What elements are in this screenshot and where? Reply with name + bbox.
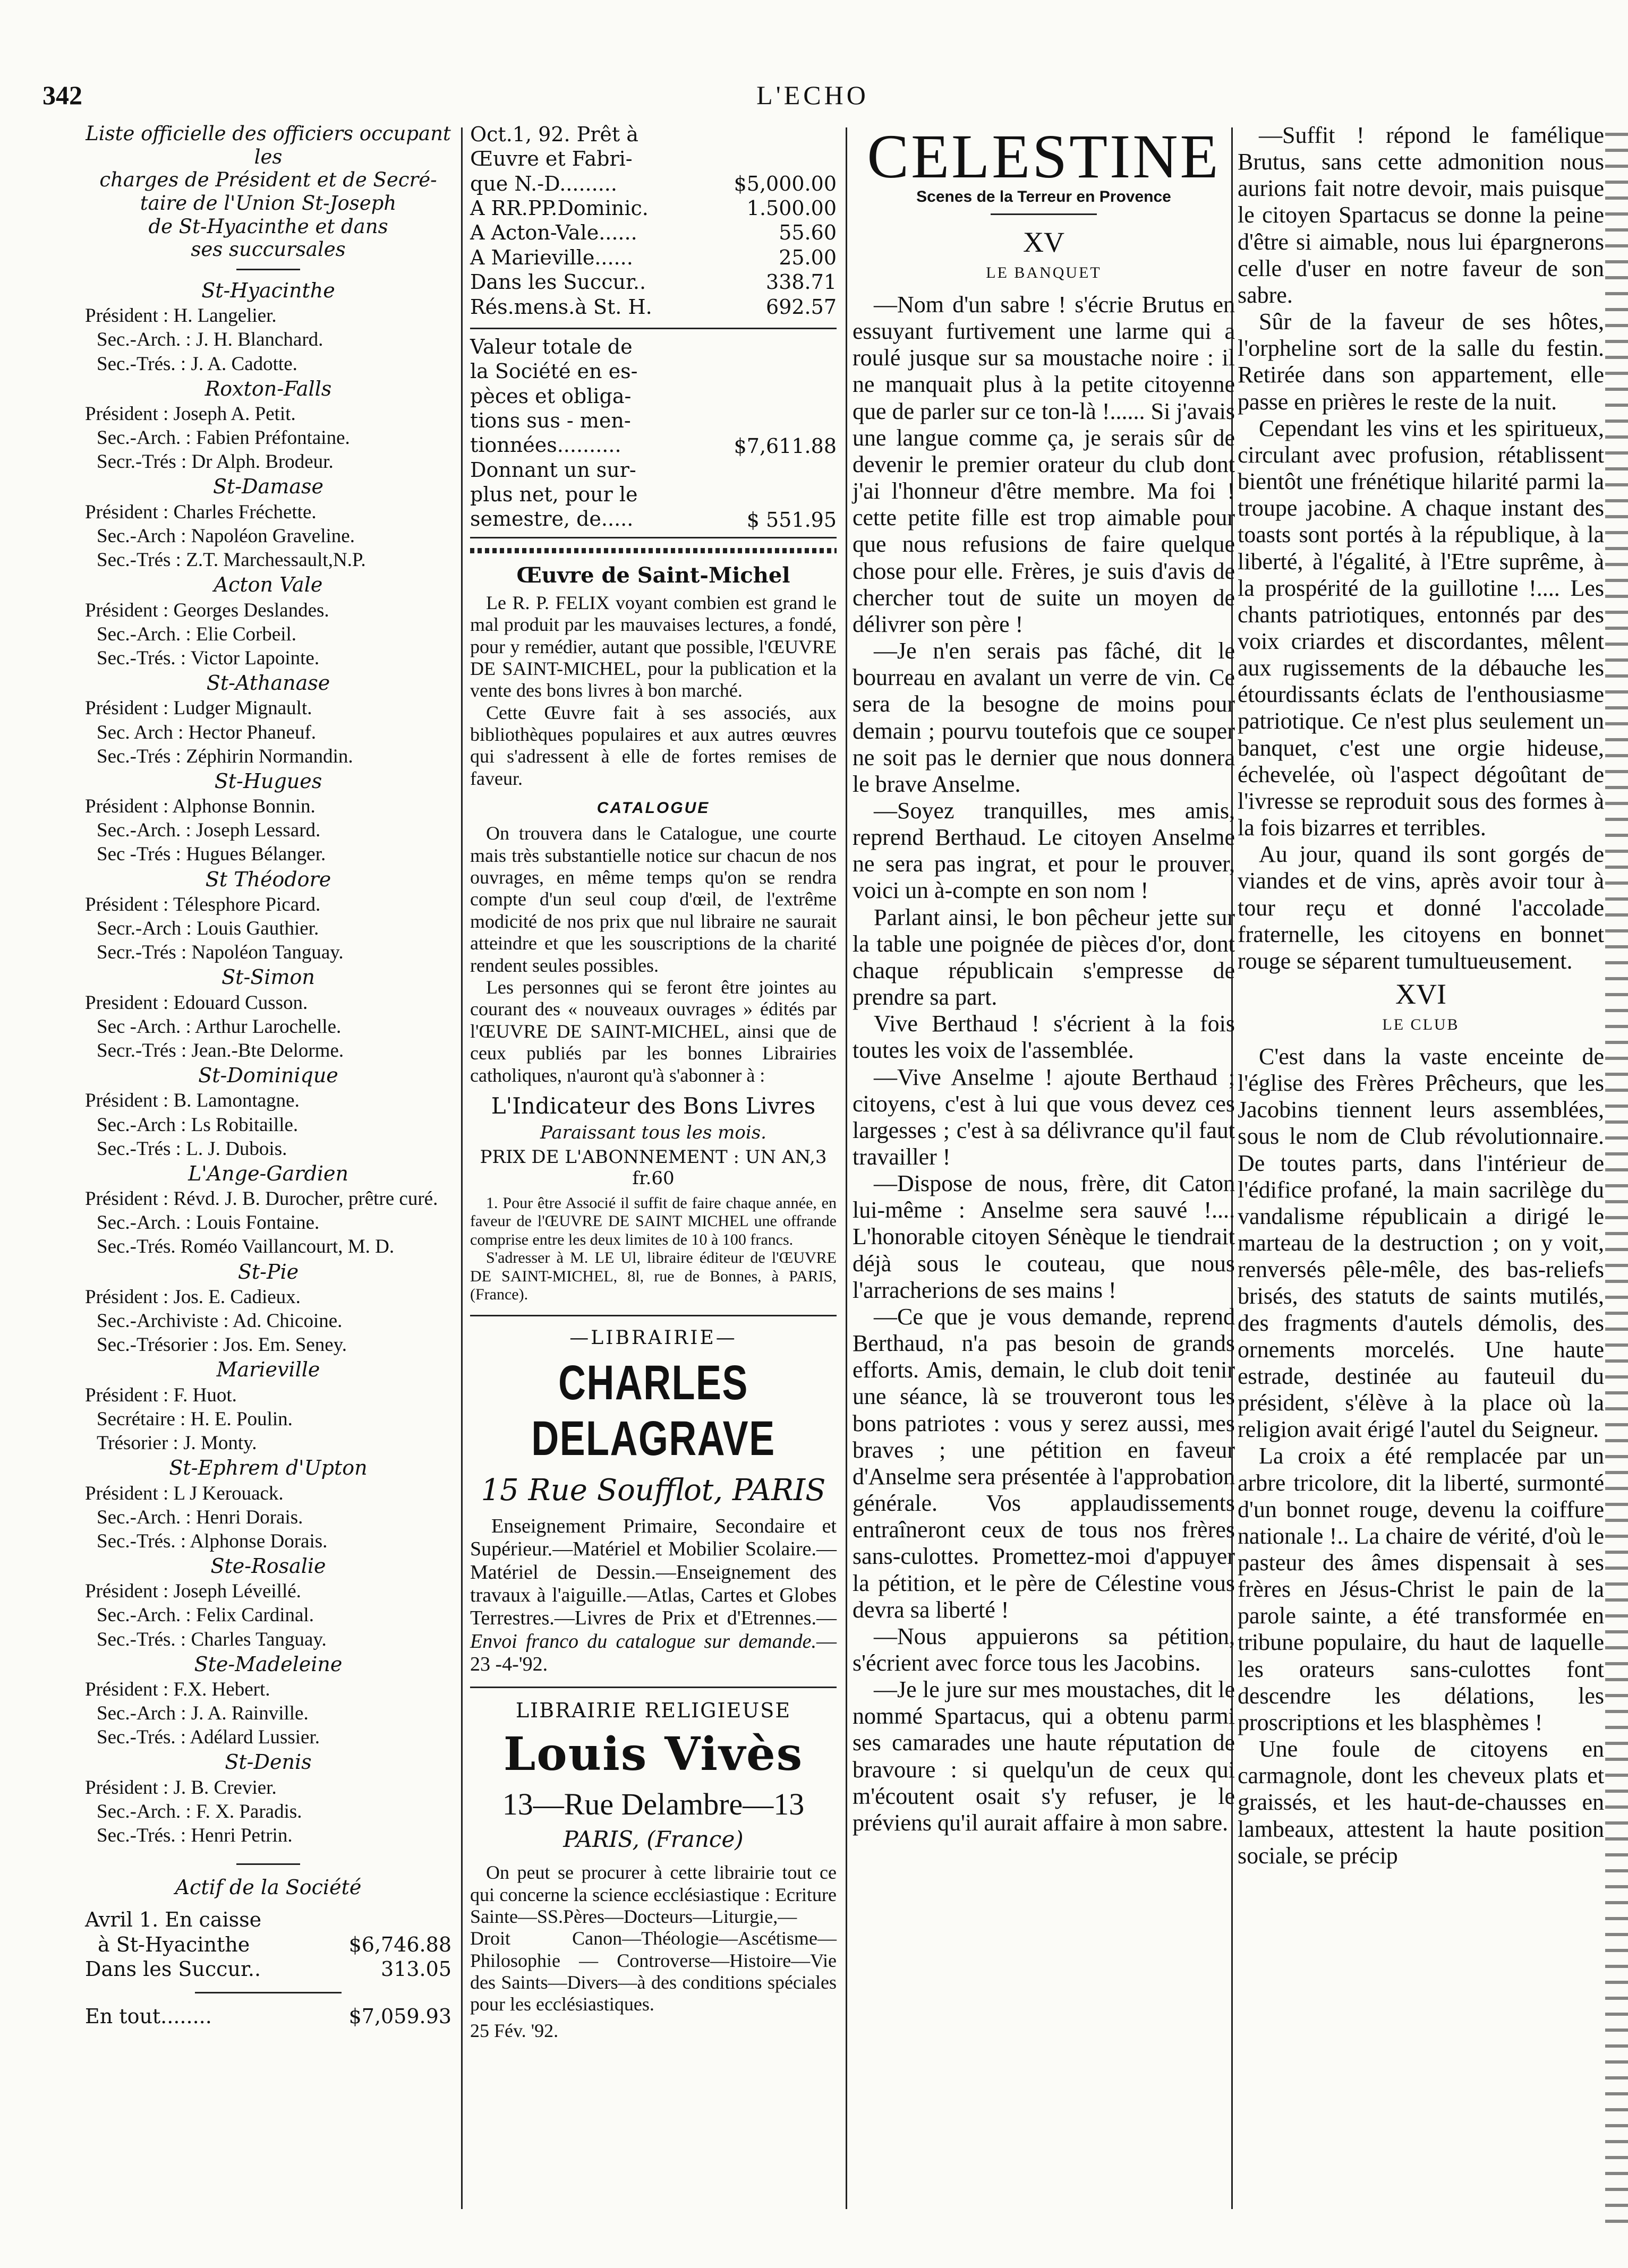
officer-line: Président : Joseph Léveillé. [85,1580,301,1603]
chapter-number: XV [1023,226,1064,258]
vives-date: 25 Fév. '92. [470,2019,559,2041]
officer-line: Sec.-Trés. : Victor Lapointe. [97,647,320,669]
account-label: que N.-D......... [470,172,617,195]
paragraph: La croix a été remplacée par un arbre tricolore, dit la liberté, surmonté d'un bonnet rouge, devenu la coiffure nationale !.. La chaire de vérité, d'où le pasteur des âmes dispensait à ses frères en Jésus-Christ le pain de la parole sainte, a été transformée en tribune populaire, du haut de laquelle les orateurs sans-culottes font descendre les délations, les proscriptions et les blasphèmes ! [1238,1443,1604,1735]
officers-list-title [85,122,451,261]
account-value: 692.57 [766,295,837,319]
paragraph: Parlant ainsi, le bon pêcheur jette sur la table une poignée de pièces d'or, dont chaque républicain s'empresse de prendre sa part. [853,904,1235,1011]
total-value: $7,059.93 [348,2005,451,2029]
account-label: A Marieville...... [470,245,633,269]
account-value: 55.60 [779,221,837,245]
feuilleton-body [853,292,1235,1836]
account-row [470,220,837,245]
valeur-line: Valeur totale de [470,335,633,358]
actif-label: à St-Hyacinthe [98,1932,250,1956]
divider [236,1863,300,1865]
branch-name: St-Dominique [198,1064,338,1088]
paragraph: C'est dans la vaste enceinte de l'église des Frères Prêcheurs, que les Jacobins tiennent leurs assemblées, sous le nom de Club révolutionnaire. De toutes parts, dans l'intérieur de l'édifice profané, la main sacrilège du vandalisme républicain a dirigé le marteau de la destruction ; on y voit, renversés pêle-mêle, des bas-reliefs brisés, des statuts de saints mutilés, des fragments d'autels démolis, des ornements morcelés. Une haute estrade, destinée au fauteuil du président, s'élève à la place où la religion avait érigé l'autel du Seigneur. [1238,1043,1604,1443]
paragraph: Une foule de citoyens en carmagnole, dont les cheveux plats et graissés, et les haut-de-chausses en lambeaux, attestent la haute position sociale, se précip [1238,1736,1604,1869]
account-label: Rés.mens.à St. H. [470,295,652,319]
account-row [470,196,837,220]
branch-name: St-Damase [213,475,323,499]
officer-line: Sec.-Arch. : Elie Corbeil. [97,623,297,645]
officer-line: Président : Jos. E. Cadieux. [85,1286,301,1308]
account-row [470,147,837,171]
column-feuilleton-continued [1238,122,1604,1869]
indicateur-title: L'Indicateur des Bons Livres [491,1092,816,1119]
officer-line: Sec.-Arch. : J. H. Blanchard. [97,329,323,351]
officer-line: Sec.-Trés : Zéphirin Normandin. [97,745,353,767]
total-row [85,2004,451,2029]
ornamental-rule [470,548,837,553]
officer-line: Sec.-Trés. : Henri Petrin. [97,1825,293,1847]
divider [991,213,1097,215]
branch-name: St-Simon [221,965,315,989]
total-label: En tout........ [85,2005,212,2029]
valeur-line: pèces et obliga- [470,384,632,408]
feuilleton-subtitle: Scenes de la Terreur en Provence [916,188,1171,206]
actif-row [85,1907,451,1932]
officer-line: Président : B. Lamontagne. [85,1090,300,1112]
officer-line: Président : F. Huot. [85,1384,237,1406]
indicateur-subtitle: Paraissant tous les mois. [540,1122,766,1143]
oeuvre-text: Le R. P. FELIX voyant combien est grand le mal produit par les mauvaises lectures, a fondé, pour y remédier, autant que possible, l'ŒUVRE DE SAINT-MICHEL, pour la publication et la vente des bons livres à bon marché. [470,592,837,701]
officer-line: Secrétaire : H. E. Poulin. [97,1408,293,1430]
feuilleton-title: CELESTINE [867,122,1221,191]
religieuse-label: LIBRAIRIE RELIGIEUSE [515,1699,791,1723]
officer-line: Président : L J Kerouack. [85,1482,284,1504]
branch-name: Ste-Rosalie [210,1554,326,1578]
delagrave-body: Enseignement Primaire, Secondaire et Supérieur.—Matériel et Mobilier Scolaire.—Matériel de Dessin.—Enseignement des travaux à l'aiguille.—Atlas, Cartes et Globes Terrestres.—Livres de Prix et d'Etrennes.— [470,1514,837,1630]
account-value: 25.00 [779,245,837,269]
account-row [470,172,837,196]
branch-name: St-Hugues [214,769,322,793]
officer-line: Sec.-Trésorier : Jos. Em. Seney. [97,1334,347,1356]
delagrave-text [470,1515,837,1676]
account-label: Dans les Succur.. [470,270,646,294]
oeuvre-text: Cette Œuvre fait à ses associés, aux bibliothèques populaires et aux autres œuvres qui s'adressent à elle de fortes remises de faveur. [470,701,837,789]
branches-list [85,278,451,1847]
account-label: A Acton-Vale...... [470,221,637,245]
valeur-label [470,335,637,458]
delagrave-italic: Envoi franco du catalogue sur demande. [470,1630,816,1653]
officer-line: Sec.-Arch : Napoléon Graveline. [97,525,355,547]
actif-label: Dans les Succur.. [85,1957,261,1981]
account-value: 1.500.00 [746,196,837,220]
title-line: ses succursales [191,238,346,261]
branch-name: St-Denis [225,1750,312,1774]
actif-row [85,1932,451,1957]
title-line: taire de l'Union St-Joseph [140,191,397,215]
branch-name: St Théodore [205,867,331,891]
officer-line: Sec. Arch : Hector Phaneuf. [97,721,317,743]
officer-line: Président : Révd. J. B. Durocher, prêtre curé. [85,1188,438,1210]
column-rule [846,127,847,2209]
paragraph: Vive Berthaud ! s'écrient à la fois toutes les voix de l'assemblée. [853,1011,1235,1064]
masthead: L'ECHO [756,80,869,110]
actif-title: Actif de la Société [175,1876,362,1899]
paragraph: —Nous appuierons sa pétition, s'écrient avec force tous les Jacobins. [853,1623,1235,1676]
officer-line: Président : F.X. Hebert. [85,1679,270,1701]
paragraph: —Soyez tranquilles, mes amis, reprend Berthaud. Le citoyen Anselme ne sera pas ingrat, et pour le prouver, voici un à-compte en son nom ! [853,797,1235,904]
donnant-line: semestre, de..... [470,507,634,531]
account-label: A RR.PP.Dominic. [470,196,649,220]
valeur-line: la Société en es- [470,360,638,383]
branch-name: St-Ephrem d'Upton [169,1456,368,1480]
officer-line: Président : Alphonse Bonnin. [85,795,316,818]
officer-line: Président : Charles Fréchette. [85,501,317,523]
catalogue-heading: CATALOGUE [596,799,710,817]
officer-line: Secr.-Arch : Louis Gauthier. [97,918,319,940]
divider [236,269,300,270]
officer-line: Sec.-Trés. : Charles Tanguay. [97,1628,327,1650]
page-header [42,80,1583,122]
officer-line: Sec.-Trés : Z.T. Marchessault,N.P. [97,549,366,571]
paragraph: —Ce que je vous demande, reprend Berthaud, n'a pas besoin de grands efforts. Amis, demain, le club doit tenir une séance, là se trouveront tous les bons patriotes : vous y serez aussi, mes braves ; une pétition en faveur d'Anselme sera présentée à l'approbation générale. Vos applaudissements entraîneront ceux de tous nos frères sans-culottes. Promettez-moi d'appuyer la pétition, et le père de Célestine vous devra sa liberté ! [853,1303,1235,1623]
page-number: 342 [42,80,82,110]
branch-name: Roxton-Falls [204,376,332,400]
officer-line: Secr.-Trés : Jean.-Bte Delorme. [97,1039,344,1062]
chapter-title: LE BANQUET [986,264,1102,281]
actif-value: 313.05 [381,1957,451,1981]
account-label: Oct.1, 92. Prêt à [470,123,638,146]
column-accounts-ads [470,122,837,2042]
officer-line: Trésorier : J. Monty. [97,1432,257,1454]
abonnement-price: PRIX DE L'ABONNEMENT : UN AN,3 fr.60 [480,1146,827,1189]
catalogue-text: On trouvera dans le Catalogue, une courte mais très substantielle notice sur chacun de nos ouvrages, en même temps qu'on se rendra compte d'un seul coup d'œil, de l'extrême modicité de nos prix que nul libraire ne saurait atteindre et que les souscriptions de la charité rendent seules possibles. [470,823,837,976]
branch-name: Acton Vale [214,573,323,597]
actif-label: Avril 1. En caisse [85,1908,262,1932]
officer-line: Sec.-Arch. : Louis Fontaine. [97,1212,320,1234]
officer-line: Sec.-Arch. : Joseph Lessard. [97,819,321,842]
donnant-label [470,458,638,532]
vives-name: Louis Vivès [503,1727,804,1782]
account-label: Œuvre et Fabri- [470,147,633,171]
actif-value: $6,746.88 [348,1932,451,1956]
branch-name: St-Athanase [206,671,330,695]
officer-line: Sec.-Trés. : J. A. Cadotte. [97,353,297,375]
officer-line: President : Edouard Cusson. [85,991,308,1014]
chapter-title: LE CLUB [1382,1016,1460,1033]
delagrave-name: CHARLES DELAGRAVE [531,1355,775,1466]
valeur-box [470,328,837,538]
accounts-table [470,122,837,319]
column-officers [85,122,451,2029]
account-row [470,270,837,294]
divider [195,1992,342,1993]
officer-line: Secr.-Trés : Dr Alph. Brodeur. [97,451,334,473]
vives-address: 13—Rue Delambre—13 [502,1787,805,1822]
paragraph: Sûr de la faveur de ses hôtes, l'orpheline sort de la salle du festin. Retirée dans son appartement, elle passe en prières le reste de la nuit. [1238,309,1604,415]
column-rule [461,127,463,2209]
account-row [470,295,837,319]
branch-name: Marieville [216,1358,320,1382]
officer-line: Président : H. Langelier. [85,305,277,327]
officer-line: Sec.-Arch. : Fabien Préfontaine. [97,427,350,449]
account-row [470,122,837,147]
officer-line: Secr.-Trés : Napoléon Tanguay. [97,942,344,964]
paragraph: —Suffit ! répond le famélique Brutus, sans cette admonition nous aurions fait notre devoir, mais puisque le citoyen Spartacus se donne la peine d'être si aimable, nous lui épargnerons celle d'user en notre faveur de son sabre. [1238,122,1604,308]
divider [470,1687,837,1688]
abonnement-note: S'adresser à M. LE Ul, libraire éditeur de l'ŒUVRE DE SAINT-MICHEL, 8l, rue de Bonnes, à PARIS, (France). [470,1249,837,1304]
donnant-line: plus net, pour le [470,483,638,507]
oeuvre-title: Œuvre de Saint-Michel [516,562,790,588]
branch-name: L'Ange-Gardien [188,1161,348,1185]
officer-line: Sec.-Arch. : Felix Cardinal. [97,1604,314,1627]
valeur-line: tions sus - men- [470,408,631,432]
paragraph: —Nom d'un sabre ! s'écrie Brutus en essuyant furtivement une larme qui a roulé jusque sur sa moustache noire : il ne manquait plus à la petite citoyenne que de parler sur ce ton-là !...... Si j'avais une langue comme ça, je serais sûr de devenir le premier orateur du club dont j'ai l'honneur d'être membre. Ma foi ! cette petite fille est trop aimable pour que nous refusions de faire quelque chose pour elle. Frères, je suis d'avis de chercher tout de suite un moyen de délivrer son père ! [853,292,1235,637]
officer-line: Sec.-Arch. : Henri Dorais. [97,1506,303,1528]
delagrave-date: —23 -4-'92. [470,1630,837,1675]
paragraph: Au jour, quand ils sont gorgés de viandes et de vins, après avoir tour à tour reçu et donné l'accolade fraternelle, les citoyens en bonnet rouge se séparent tumultueusement. [1238,841,1604,974]
account-value: $5,000.00 [734,172,837,195]
valeur-value: $7,611.88 [734,434,837,458]
branch-name: St-Hyacinthe [201,278,335,302]
officer-line: Sec.-Trés. Roméo Vaillancourt, M. D. [97,1236,395,1258]
officer-line: Sec.-Archiviste : Ad. Chicoine. [97,1310,343,1332]
officer-line: Président : Ludger Mignault. [85,697,312,720]
paragraph: —Dispose de nous, frère, dit Caton lui-même : Anselme sera sauvé !.... L'honorable citoyen Sénèque le tiendrait déjà sous le couteau, que nous l'arracherions de ses mains ! [853,1170,1235,1303]
chapter-number: XVI [1395,978,1446,1010]
vives-city: PARIS, (France) [563,1826,744,1853]
account-row [470,245,837,270]
feuilleton-body [1238,1043,1604,1869]
paragraph: Cependant les vins et les spiritueux, circulant avec profusion, rétablissent bientôt une frénétique hilarité parmi la troupe jacobine. A chaque instant des toasts sont portés à la république, à la liberté, à l'égalité, à l'Etre suprême, à la prospérité de la guillotine !.... Les chants patriotiques, entonnés par des voix criardes et discordantes, mêlent aux rugissements de la débauche les étourdissants éclats de l'enthousiasme patriotique. Ce n'est plus seulement un banquet, c'est une orgie hideuse, échevelée, où l'aspect dégoûtant de l'ivresse se reproduit sous des formes à la fois bizarres et terribles. [1238,415,1604,841]
actif-table [85,1907,451,2029]
donnant-line: Donnant un sur- [470,458,636,482]
vives-text: On peut se procurer à cette librairie tout ce qui concerne la science ecclésiastique : Ecriture Sainte—SS.Pères—Docteurs—Liturgie,—Droit Canon—Théologie—Ascétisme—Philosophie — Controverse—Histoire—Vie des Saints—Divers—à des conditions spéciales pour les ecclésiastiques. [470,1862,837,2015]
divider [470,1315,837,1316]
valeur-line: tionnées.......... [470,433,621,457]
branch-name: Ste-Madeleine [194,1652,343,1676]
paragraph: —Je n'en serais pas fâché, dit le bourreau en avalant un verre de vin. Ce sera de la besogne de moins pour demain ; pourvu toutefois que ce souper ne soit pas le dernier que nous donnera le brave Anselme. [853,638,1235,797]
librairie-label: —LIBRAIRIE— [569,1326,737,1349]
officer-line: Sec.-Trés : L. J. Dubois. [97,1137,287,1160]
paragraph: —Vive Anselme ! ajoute Berthaud ; citoyens, c'est à lui que vous devez ces largesses ; c'est à sa délivrance qu'il faut travailler ! [853,1064,1235,1170]
officer-line: Sec -Arch. : Arthur Larochelle. [97,1015,342,1038]
paragraph: —Je le jure sur mes moustaches, dit le nommé Spartacus, qui a obtenu parmi ses camarades une haute réputation de bravoure : si quelqu'un de ceux qui m'écoutent osait s'y refuser, je le préviens qu'il aurait affaire à mon sabre. [853,1676,1235,1836]
officer-line: Sec.-Arch : Ls Robitaille. [97,1114,299,1136]
officer-line: Sec -Trés : Hugues Bélanger. [97,843,326,866]
adjacent-page-edge [1605,133,1628,2230]
title-line: charges de Président et de Secré- [99,168,437,192]
title-line: de St-Hyacinthe et dans [148,215,388,238]
column-feuilleton [853,122,1235,1836]
officer-line: Sec.-Arch : J. A. Rainville. [97,1702,309,1725]
donnant-value: $ 551.95 [746,508,837,532]
officer-line: Sec.-Arch. : F. X. Paradis. [97,1800,302,1822]
branch-name: St-Pie [237,1260,299,1283]
catalogue-text: Les personnes qui se feront être jointes au courant des « nouveaux ouvrages » édités par l'ŒUVRE DE SAINT-MICHEL, ainsi que de ceux publiés par les bonnes Librairies catholiques, n'auront qu'à s'abonner à : [470,977,837,1086]
account-value: 338.71 [766,270,837,294]
title-line: Liste officielle des officiers occupant les [86,122,451,168]
officer-line: Président : J. B. Crevier. [85,1776,277,1799]
actif-row [85,1957,451,1981]
delagrave-address: 15 Rue Soufflot, PARIS [481,1473,826,1508]
feuilleton-body [1238,122,1604,974]
officer-line: Président : Joseph A. Petit. [85,403,296,425]
officer-line: Président : Georges Deslandes. [85,599,329,621]
abonnement-note: 1. Pour être Associé il suffit de faire chaque année, en faveur de l'ŒUVRE DE SAINT MICHEL une offrande comprise entre les deux limites de 10 à 100 francs. [470,1194,837,1248]
officer-line: Sec.-Trés. : Adélard Lussier. [97,1726,320,1749]
officer-line: Président : Télesphore Picard. [85,893,321,915]
officer-line: Sec.-Trés. : Alphonse Dorais. [97,1530,328,1552]
